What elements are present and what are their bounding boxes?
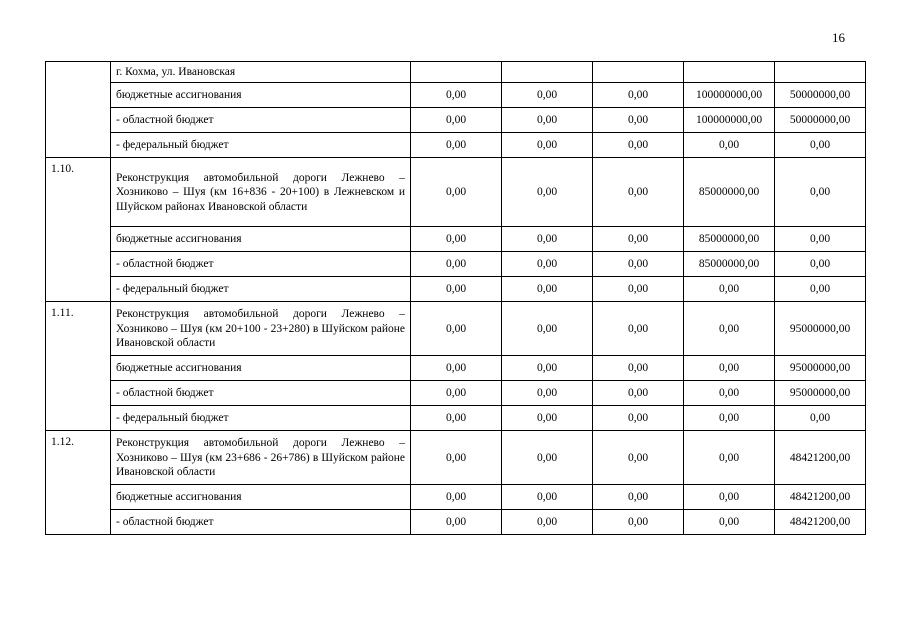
value-cell: 0,00 — [411, 302, 502, 356]
value-cell: 95000000,00 — [775, 356, 866, 381]
value-cell: 95000000,00 — [775, 381, 866, 406]
value-cell: 0,00 — [502, 381, 593, 406]
value-cell: 0,00 — [502, 277, 593, 302]
value-cell: 0,00 — [684, 431, 775, 485]
value-cell: 0,00 — [502, 406, 593, 431]
value-cell: 0,00 — [593, 510, 684, 535]
item-label: - федеральный бюджет — [111, 277, 411, 302]
value-cell: 0,00 — [593, 133, 684, 158]
table-row — [46, 356, 866, 381]
item-label: - областной бюджет — [111, 381, 411, 406]
value-cell: 0,00 — [411, 108, 502, 133]
value-cell: 0,00 — [411, 431, 502, 485]
value-cell: 0,00 — [593, 227, 684, 252]
value-cell: 0,00 — [502, 83, 593, 108]
value-cell: 0,00 — [684, 381, 775, 406]
value-cell — [411, 62, 502, 83]
value-cell: 50000000,00 — [775, 83, 866, 108]
item-label: - областной бюджет — [111, 252, 411, 277]
value-cell: 0,00 — [411, 227, 502, 252]
value-cell: 0,00 — [411, 381, 502, 406]
value-cell: 0,00 — [684, 302, 775, 356]
item-label: - федеральный бюджет — [111, 406, 411, 431]
table-row — [46, 302, 866, 356]
value-cell: 48421200,00 — [775, 431, 866, 485]
value-cell: 0,00 — [411, 510, 502, 535]
value-cell: 48421200,00 — [775, 510, 866, 535]
item-number: 1.10. — [46, 158, 111, 302]
value-cell — [684, 62, 775, 83]
table-row — [46, 406, 866, 431]
item-label: бюджетные ассигнования — [111, 356, 411, 381]
value-cell: 0,00 — [775, 406, 866, 431]
value-cell: 0,00 — [775, 277, 866, 302]
value-cell: 0,00 — [411, 83, 502, 108]
value-cell: 0,00 — [411, 158, 502, 227]
value-cell: 0,00 — [593, 406, 684, 431]
value-cell: 0,00 — [593, 252, 684, 277]
value-cell: 0,00 — [684, 510, 775, 535]
value-cell: 0,00 — [411, 406, 502, 431]
value-cell — [593, 62, 684, 83]
value-cell: 0,00 — [502, 431, 593, 485]
budget-table — [45, 61, 866, 535]
value-cell: 0,00 — [411, 252, 502, 277]
value-cell: 0,00 — [502, 133, 593, 158]
table-row — [46, 431, 866, 485]
value-cell: 0,00 — [775, 227, 866, 252]
value-cell: 0,00 — [502, 227, 593, 252]
value-cell: 0,00 — [593, 108, 684, 133]
value-cell: 0,00 — [502, 252, 593, 277]
value-cell: 0,00 — [502, 485, 593, 510]
value-cell: 0,00 — [411, 133, 502, 158]
value-cell: 50000000,00 — [775, 108, 866, 133]
value-cell: 0,00 — [684, 277, 775, 302]
value-cell: 0,00 — [684, 485, 775, 510]
page-number: 16 — [832, 30, 845, 45]
item-label: бюджетные ассигнования — [111, 485, 411, 510]
value-cell: 0,00 — [684, 133, 775, 158]
value-cell: 0,00 — [593, 431, 684, 485]
value-cell: 0,00 — [593, 277, 684, 302]
value-cell: 0,00 — [593, 356, 684, 381]
table-row — [46, 108, 866, 133]
value-cell: 0,00 — [684, 406, 775, 431]
item-label: бюджетные ассигнования — [111, 227, 411, 252]
table-row — [46, 133, 866, 158]
value-cell: 0,00 — [593, 381, 684, 406]
value-cell: 0,00 — [411, 356, 502, 381]
item-label: г. Кохма, ул. Ивановская — [111, 62, 411, 83]
value-cell: 48421200,00 — [775, 485, 866, 510]
table-row — [46, 277, 866, 302]
table-row — [46, 381, 866, 406]
value-cell: 0,00 — [502, 158, 593, 227]
value-cell: 100000000,00 — [684, 108, 775, 133]
table-row — [46, 83, 866, 108]
item-title: Реконструкция автомобильной дороги Лежнево – Хозниково – Шуя (км 16+836 - 20+100) в Лежневском и Шуйском районах Ивановской области — [111, 158, 411, 227]
value-cell: 0,00 — [775, 252, 866, 277]
value-cell: 0,00 — [775, 133, 866, 158]
value-cell: 85000000,00 — [684, 227, 775, 252]
value-cell: 0,00 — [593, 158, 684, 227]
table-row — [46, 158, 866, 227]
value-cell: 0,00 — [502, 510, 593, 535]
value-cell: 85000000,00 — [684, 252, 775, 277]
item-label: - областной бюджет — [111, 108, 411, 133]
value-cell: 0,00 — [593, 302, 684, 356]
value-cell: 100000000,00 — [684, 83, 775, 108]
table-row — [46, 510, 866, 535]
value-cell — [502, 62, 593, 83]
value-cell: 0,00 — [593, 83, 684, 108]
value-cell: 0,00 — [775, 158, 866, 227]
value-cell: 0,00 — [411, 485, 502, 510]
item-title: Реконструкция автомобильной дороги Лежнево – Хозниково – Шуя (км 20+100 - 23+280) в Шуйском районе Ивановской области — [111, 302, 411, 356]
table-row — [46, 485, 866, 510]
item-label: - федеральный бюджет — [111, 133, 411, 158]
value-cell: 0,00 — [684, 356, 775, 381]
item-number: 1.12. — [46, 431, 111, 535]
item-label: - областной бюджет — [111, 510, 411, 535]
table-body — [46, 62, 866, 535]
value-cell: 0,00 — [502, 302, 593, 356]
item-title: Реконструкция автомобильной дороги Лежнево – Хозниково – Шуя (км 23+686 - 26+786) в Шуйском районе Ивановской области — [111, 431, 411, 485]
value-cell — [775, 62, 866, 83]
table-row — [46, 227, 866, 252]
value-cell: 0,00 — [502, 108, 593, 133]
value-cell: 85000000,00 — [684, 158, 775, 227]
value-cell: 95000000,00 — [775, 302, 866, 356]
value-cell: 0,00 — [593, 485, 684, 510]
table-row — [46, 62, 866, 83]
item-label: бюджетные ассигнования — [111, 83, 411, 108]
item-number: 1.11. — [46, 302, 111, 431]
value-cell: 0,00 — [502, 356, 593, 381]
table-row — [46, 252, 866, 277]
item-number — [46, 62, 111, 158]
value-cell: 0,00 — [411, 277, 502, 302]
